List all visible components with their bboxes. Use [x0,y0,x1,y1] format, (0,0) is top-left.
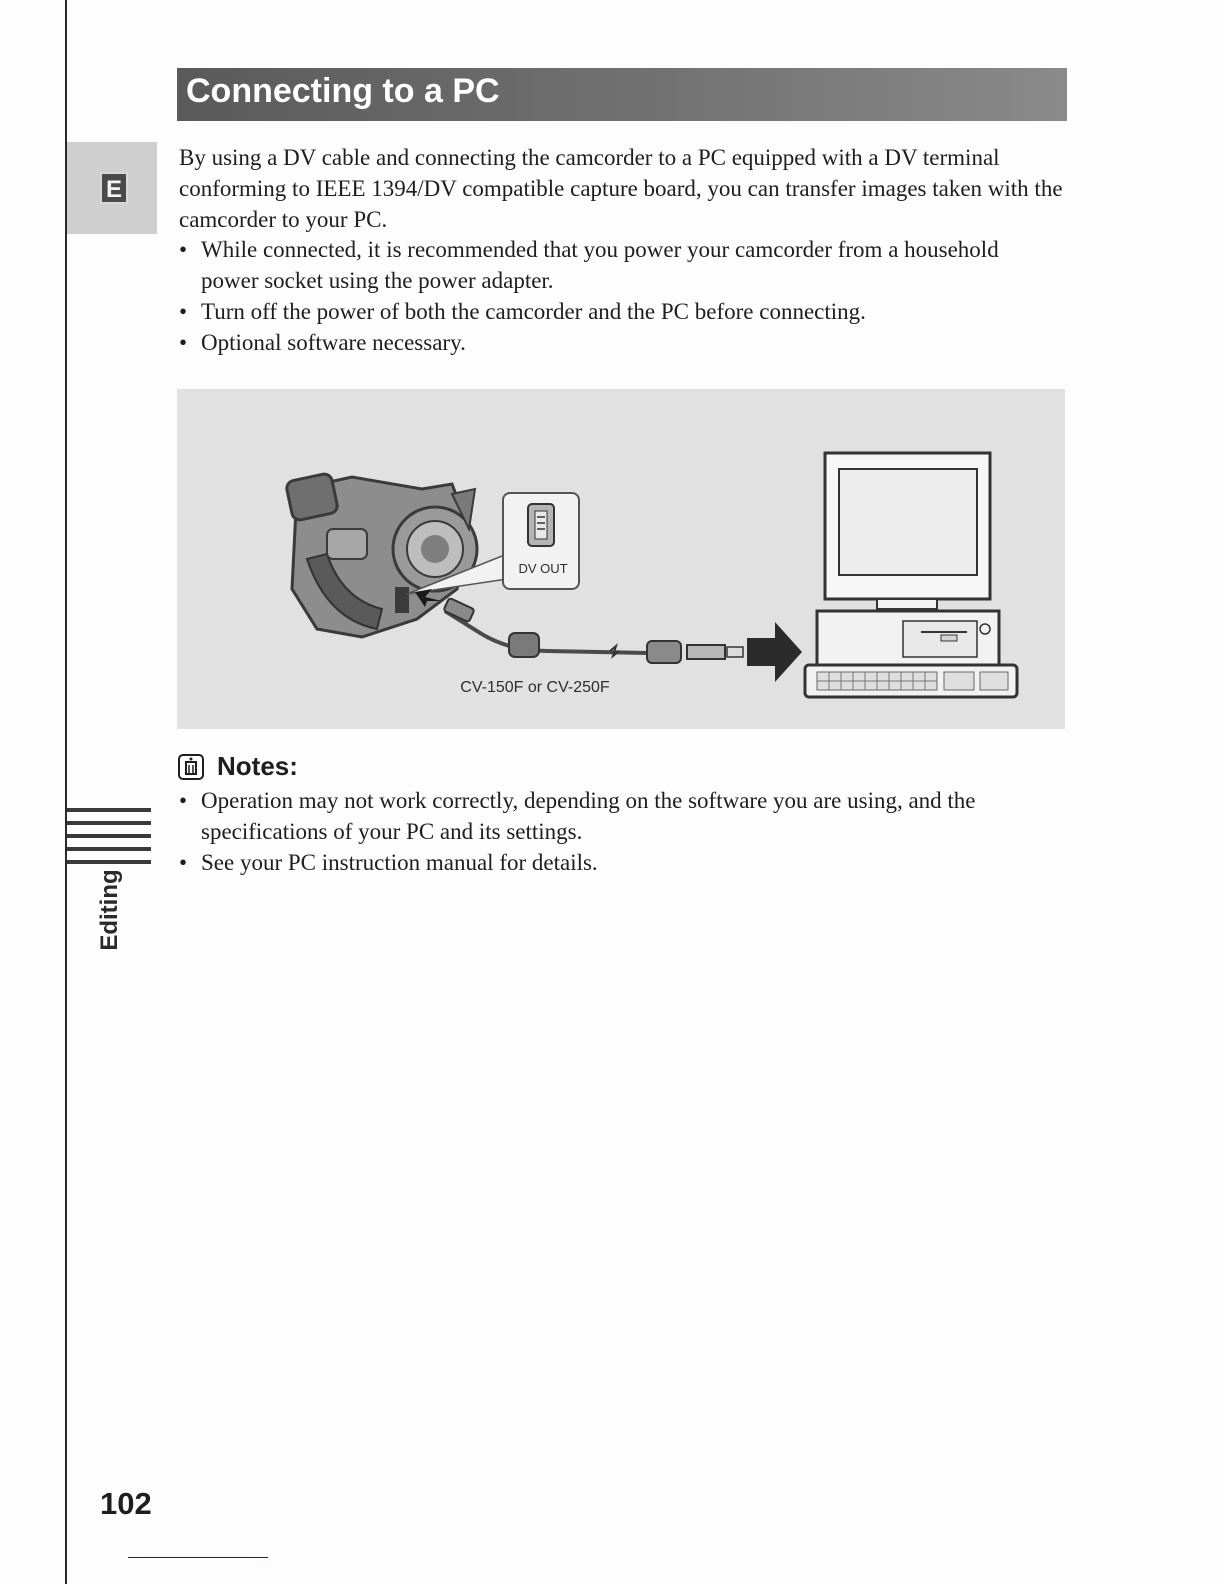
page-number: 102 [100,1486,152,1521]
intro-bullet-list [179,234,1059,358]
intro-paragraph: By using a DV cable and connecting the camcorder to a PC equipped with a DV terminal conforming to IEEE 1394/DV compatible capture board, you can transfer images taken with the camcorder to your PC. [179,145,1063,232]
list-item: • Optional software necessary. [179,327,1059,358]
pc-illustration [805,453,1017,697]
dv-out-label: DV OUT [518,561,568,576]
list-item: • Operation may not work correctly, depending on the software you are using, and the specifications of your PC and its settings. [179,785,1059,847]
section-bars [67,808,151,873]
memo-icon [177,753,205,781]
dv-cable [443,598,743,663]
notes-heading [177,751,298,782]
list-item: • See your PC instruction manual for details. [179,847,1059,878]
list-item: • Turn off the power of both the camcorder and the PC before connecting. [179,296,1059,327]
notes-title: Notes: [217,751,298,781]
language-tab-letter: E [100,172,128,204]
page-title: Connecting to a PC [186,72,500,110]
cable-model-label: CV-150F or CV-250F [460,679,610,696]
connection-illustration [177,389,1065,729]
right-arrow-icon [747,622,802,682]
section-label: Editing [96,869,123,951]
notes-list [179,785,1059,878]
list-item: • While connected, it is recommended that you power your camcorder from a household power socket using the power adapter. [179,234,1059,296]
language-tab [67,142,157,234]
footer-rule [128,1557,268,1558]
page-title-bar [177,68,1067,121]
left-margin-rule [65,0,67,1584]
